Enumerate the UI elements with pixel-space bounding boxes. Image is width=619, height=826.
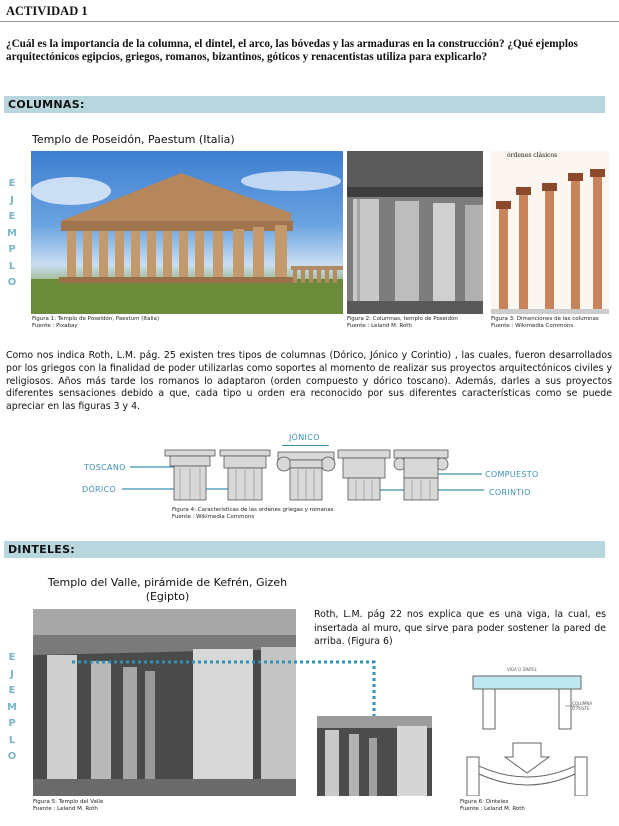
label-toscano: TOSCANO [84,463,126,472]
lintel-diagram [455,661,607,796]
orders-dimensions-diagram [491,151,609,314]
fig5-caption-text: Figura 5: Templo del Valle [33,799,104,805]
capitals-diagram [0,440,619,510]
section-title: DINTELES: [8,543,75,556]
beam-label: VIGA O DINTEL [507,667,537,672]
fig1-source: Fuente : Pixabay [32,323,78,329]
fig6-caption-text: Figura 6: Dinteles [460,799,509,805]
fig3-caption [491,316,599,330]
columns-bw-photo [347,151,483,314]
fig3-source: Fuente : Wikimedia Commons [491,323,574,329]
post-label-line1: COLUMNA [572,701,593,706]
fig5-caption [33,799,103,813]
vertical-letters-2: E J E M P L O [7,652,17,762]
fig6-source: Fuente : Leland M. Roth [460,806,525,812]
question-text: ¿Cuál es la importancia de la columna, el dintel, el arco, las bóvedas y las armaduras en la construcción? ¿Qué ejemplos arquitectónicos egipcios, griegos, romanos, bizantinos, góticos y renacentistas utiliza para explicarlo? [6,38,578,63]
fig3-heading: órdenes clásicos [507,152,558,159]
fig2-source: Fuente : Leland M. Roth [347,323,412,329]
section-header-columnas [4,96,605,113]
label-jonico: JÓNICO [289,433,320,442]
fig2-caption-text: Figura 2: Columnas, templo de Poseidón [347,316,458,322]
post-label-line2: O POSTE [572,706,590,711]
templo-valle-detail [317,716,432,796]
fig4-caption-text: Figura 4: Características de las ordenes griegas y romanas [172,507,334,513]
title-divider [0,21,619,22]
post-label [572,701,592,711]
templo-valle-detail-illustration [317,716,432,796]
fig6-caption [460,799,525,813]
dinteles-paragraph: Roth, L.M. pág 22 nos explica que es una viga, la cual, es insertada al muro, que sirve para poder sostener la pared de arriba. (Figura 6) [314,609,606,647]
fig3-caption-text: Figura 3: Dimenciones de las columnas [491,316,599,322]
temple-poseidon-photo [31,151,343,314]
dinteles-photo-title-line1: Templo del Valle, pirámide de Kefrén, Gizeh [47,576,288,589]
fig4-source: Fuente : Wikimedia Commons [172,514,255,520]
dinteles-photo-title-line2: (Egipto) [145,590,190,603]
fig1-caption [32,316,159,330]
vertical-letters: E J E M P L O [7,178,17,288]
label-corintio: CORINTIO [489,488,531,497]
label-dorico: DÓRICO [82,485,117,494]
columnas-paragraph: Como nos indica Roth, L.M. pág. 25 existen tres tipos de columnas (Dórico, Jónico y Corintio) , las cuales, fueron desarrollados por los griegos con la finalidad de poder utilizarlas como soportes al momento de realizar sus proyectos arquitectónicos civiles y religiosos. Años más tarde los romanos lo adaptaron (orden compuesto y dórico toscano). Además, darles a sus proyectos diferentes sensaciones debido a que, cada tipo u orden era reconocido por sus diferentes características como se puede apreciar en las figuras 3 y 4. [6,350,612,413]
lintel-diagram-svg [455,661,607,796]
vertical-label [6,176,18,292]
orders-columns-svg [491,151,609,314]
fig1-caption-text: Figura 1: Templo de Poseidón, Paestum (Italia) [32,316,160,322]
temple-illustration [31,151,343,314]
label-compuesto: COMPUESTO [485,470,539,479]
photo-title: Templo de Poseidón, Paestum (Italia) [32,133,235,146]
dinteles-photo-title [40,576,295,604]
section-title: COLUMNAS: [8,98,85,111]
fig2-caption [347,316,458,330]
section-header-dinteles [4,541,605,558]
fig5-source: Fuente : Leland M. Roth [33,806,98,812]
columns-bw-illustration [347,151,483,314]
fig4-caption [172,507,334,521]
page-title: ACTIVIDAD 1 [6,4,88,18]
